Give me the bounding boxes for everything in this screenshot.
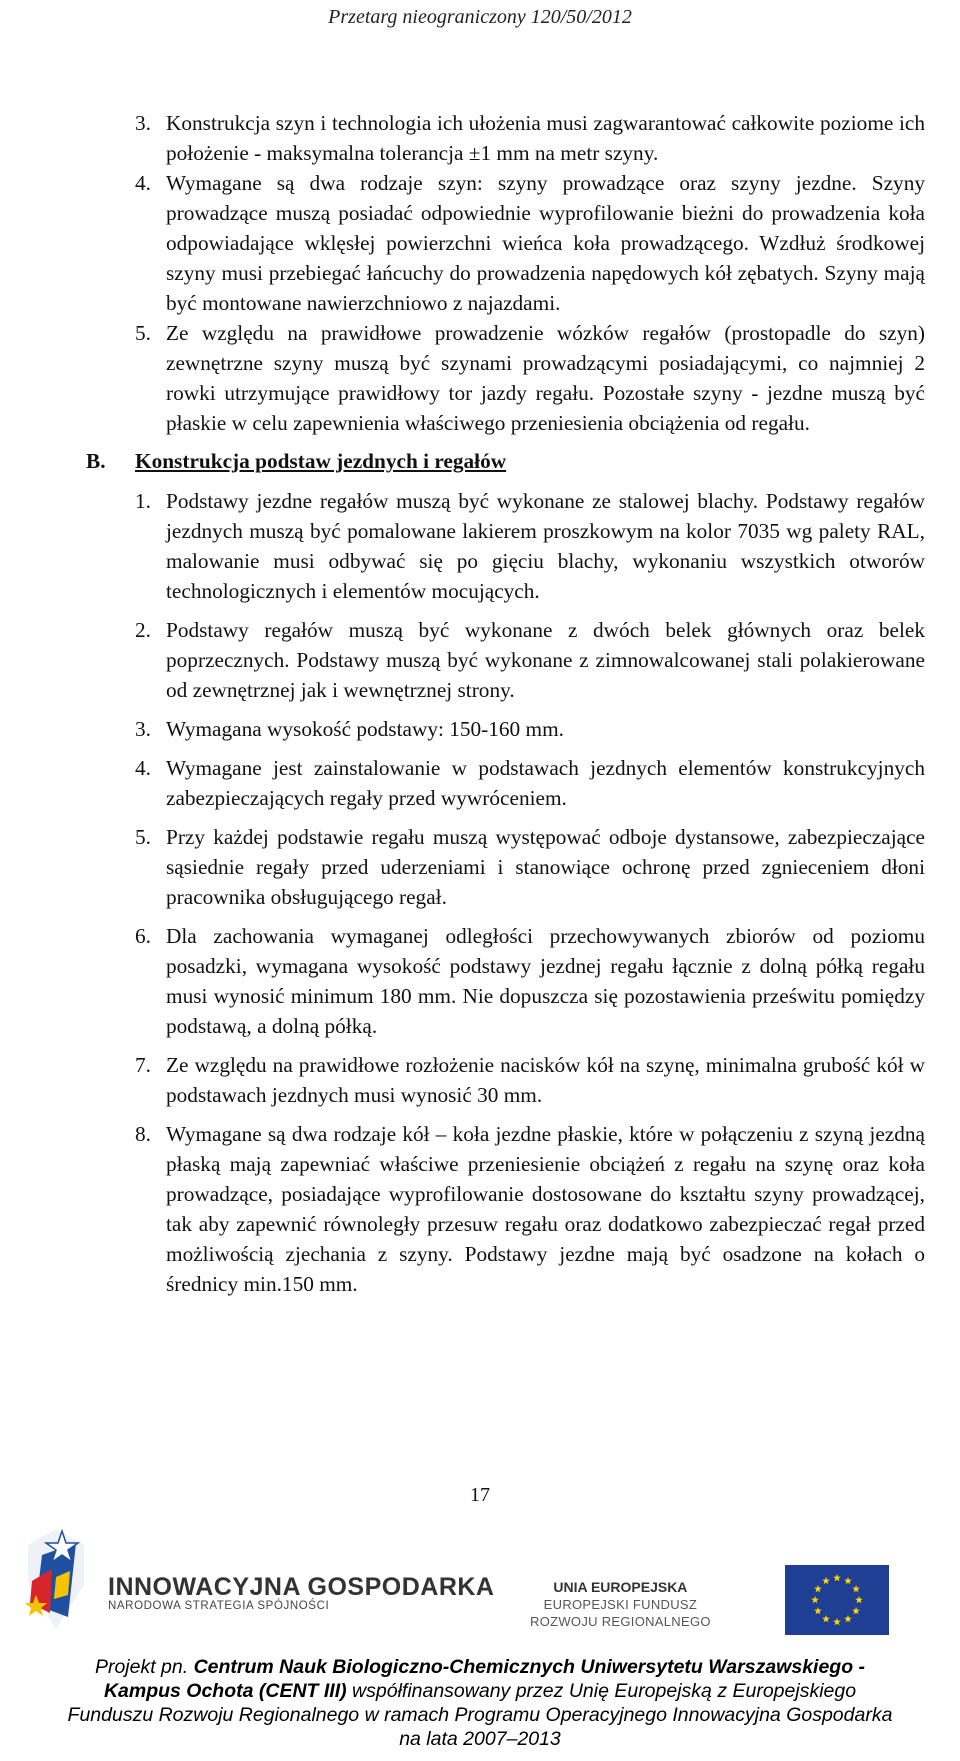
page-number: 17: [470, 1484, 490, 1506]
item-text: Przy każdej podstawie regału muszą występować odboje dystansowe, zabezpieczające sąsiednie regały przed uderzeniami i stanowiące ochronę przed zgnieceniem dłoni pracownika obsługującego regał.: [166, 825, 925, 909]
item-number: 4.: [135, 756, 151, 780]
section-letter: B.: [86, 449, 106, 473]
item-text: Podstawy regałów muszą być wykonane z dwóch belek głównych oraz belek poprzecznych. Podstawy muszą być wykonane z zimnowalcowanej stali polakierowane od zewnętrznej jak i wewnętrznej strony.: [166, 618, 925, 702]
list-item: [135, 753, 925, 813]
list-item: [135, 615, 925, 705]
item-number: 3.: [135, 111, 151, 135]
list-item: [135, 714, 925, 744]
footer-project-name: Kampus Ochota (CENT III): [103, 1680, 347, 1702]
footer-line-4: na lata 2007–2013: [399, 1728, 561, 1750]
brand-block: [108, 1573, 495, 1612]
footer-line-1: [0, 1655, 960, 1679]
footer-project-name: Centrum Nauk Biologiczno-Chemicznych Uniwersytetu Warszawskiego -: [193, 1656, 866, 1678]
footer-text: Funduszu Rozwoju Regionalnego: [67, 1704, 360, 1726]
brand-subtitle: NARODOWA STRATEGIA SPÓJNOŚCI: [108, 1600, 330, 1612]
list-b: [135, 486, 925, 1299]
item-text: Wymagane jest zainstalowanie w podstawach jezdnych elementów konstrukcyjnych zabezpieczających regały przed wywróceniem.: [166, 756, 925, 810]
footer-line-3: [0, 1703, 960, 1727]
item-number: 6.: [135, 924, 151, 948]
list-item: [135, 921, 925, 1041]
item-text: Podstawy jezdne regałów muszą być wykonane ze stalowej blachy. Podstawy regałów jezdnych muszą być pomalowane lakierem proszkowym na kolor 7035 wg palety RAL, malowanie musi odbywać się po gięciu blachy, wykonaniu wszystkich otworów technologicznych i elementów mocujących.: [166, 489, 925, 603]
section-title: Konstrukcja podstaw jezdnych i regałów: [135, 449, 507, 473]
list-item: [135, 318, 925, 438]
section-heading: [86, 446, 925, 476]
eu-line-1: UNIA EUROPEJSKA: [553, 1579, 688, 1595]
list-item: [135, 108, 925, 168]
item-number: 4.: [135, 171, 151, 195]
document-header: Przetarg nieograniczony 120/50/2012: [328, 6, 632, 28]
item-text: Wymagana wysokość podstawy: 150-160 mm.: [166, 717, 564, 741]
item-text: Ze względu na prawidłowe rozłożenie nacisków kół na szynę, minimalna grubość kół w podstawach jezdnych musi wynosić 30 mm.: [166, 1053, 925, 1107]
logo-strip: [0, 1525, 960, 1640]
list-a: [135, 108, 925, 438]
item-number: 1.: [135, 489, 151, 513]
eu-line-2: EUROPEJSKI FUNDUSZ: [543, 1597, 698, 1612]
eu-line-3: ROZWOJU REGIONALNEGO: [530, 1614, 711, 1629]
innovative-economy-logo-icon: [22, 1525, 90, 1633]
eu-flag-icon: [785, 1565, 889, 1635]
item-number: 5.: [135, 321, 151, 345]
eu-text-block: [530, 1579, 711, 1630]
list-item: [135, 822, 925, 912]
document-body: [86, 108, 925, 1308]
item-text: Dla zachowania wymaganej odległości przechowywanych zbiorów od poziomu posadzki, wymagana wysokość podstawy jezdnej regału łącznie z dolną półką regału musi wynosić minimum 180 mm. Nie dopuszcza się pozostawienia prześwitu pomiędzy podstawą, a dolną półką.: [166, 924, 925, 1038]
item-text: Wymagane są dwa rodzaje kół – koła jezdne płaskie, które w połączeniu z szyną jezdną płaską mają zapewniać właściwe przeniesienie obciążeń z regału na szynę oraz koła prowadzące, posiadające wyprofilowanie dostosowane do kształtu szyny prowadzącej, tak aby zapewnić równoległy przesuw regału oraz dodatkowo zabezpieczać regał przed możliwością zjechania z szyny. Podstawy jezdne mają być osadzone na kołach o średnicy min.150 mm.: [166, 1122, 925, 1296]
item-number: 2.: [135, 618, 151, 642]
item-number: 3.: [135, 717, 151, 741]
item-number: 7.: [135, 1053, 151, 1077]
item-text: Konstrukcja szyn i technologia ich ułożenia musi zagwarantować całkowite poziome ich położenie - maksymalna tolerancja ±1 mm na metr szyny.: [166, 111, 925, 165]
item-number: 5.: [135, 825, 151, 849]
footer-text: Projekt pn.: [94, 1656, 194, 1678]
footer-line-2: [0, 1679, 960, 1703]
item-number: 8.: [135, 1122, 151, 1146]
item-text: Wymagane są dwa rodzaje szyn: szyny prowadzące oraz szyny jezdne. Szyny prowadzące muszą posiadać odpowiednie wyprofilowanie bieżni do prowadzenia koła odpowiadające wklęsłej powierzchni wieńca koła prowadzącego. Wzdłuż środkowej szyny musi przebiegać łańcuchy do prowadzenia napędowych kół zębatych. Szyny mają być montowane nawierzchniowo z najazdami.: [166, 171, 925, 315]
list-item: [135, 1119, 925, 1299]
list-item: [135, 1050, 925, 1110]
footer: [0, 1655, 960, 1751]
footer-text: w ramach Programu Operacyjnego Innowacyjna Gospodarka: [359, 1704, 893, 1726]
list-item: [135, 168, 925, 318]
footer-text: współfinansowany przez Unię Europejską z Europejskiego: [346, 1680, 857, 1702]
brand-name: INNOWACYJNA GOSPODARKA: [108, 1573, 495, 1601]
item-text: Ze względu na prawidłowe prowadzenie wózków regałów (prostopadle do szyn) zewnętrzne szyny muszą być szynami prowadzącymi posiadającymi, co najmniej 2 rowki utrzymujące prawidłowy tor jazdy regału. Pozostałe szyny - jezdne muszą być płaskie w celu zapewnienia właściwego przeniesienia obciążenia od regału.: [166, 321, 925, 435]
list-item: [135, 486, 925, 606]
